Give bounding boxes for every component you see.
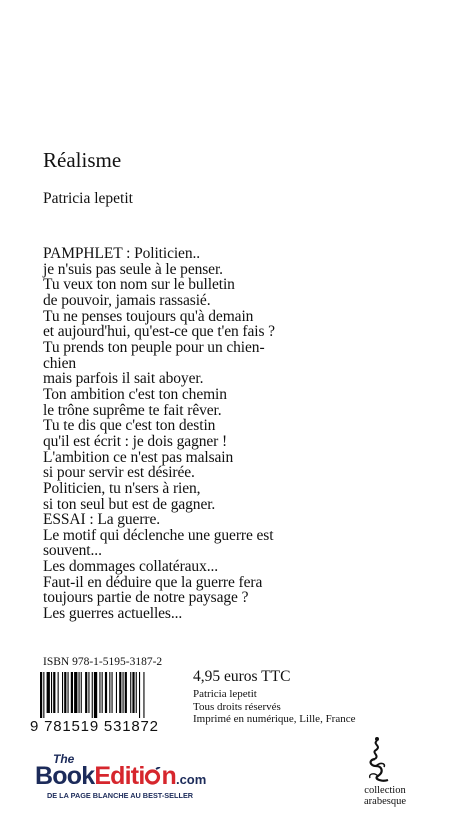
collection-line1: collection [364, 785, 406, 796]
price-label: 4,95 euros TTC [193, 668, 291, 685]
logo-tagline: DE LA PAGE BLANCHE AU BEST-SELLER [47, 791, 194, 800]
blurb-line: si ton seul but est de gagner. [43, 495, 216, 513]
blurb-line: si pour servir est désirée. [43, 464, 195, 482]
logo-the: The [53, 752, 75, 766]
blurb-line: mais parfois il sait aboyer. [43, 370, 204, 388]
logo-o-icon [144, 767, 161, 786]
blurb-line: Politicien, tu n'sers à rien, [43, 479, 201, 497]
blurb-line: Tu prends ton peuple pour un chien- [43, 338, 265, 356]
imprint-block [193, 688, 356, 726]
imprint-author: Patricia lepetit [193, 688, 257, 700]
blurb-text [43, 246, 448, 622]
book-title: Réalisme [43, 148, 122, 172]
collection-line2: arabesque [364, 796, 406, 807]
blurb-line: qu'il est écrit : je dois gagner ! [43, 432, 228, 450]
blurb-line: souvent... [43, 542, 102, 560]
book-author: Patricia lepetit [43, 190, 133, 207]
blurb-line: PAMPHLET : Politicien.. [43, 245, 201, 262]
blurb-line: Ton ambition c'est ton chemin [43, 385, 227, 403]
barcode-image [38, 672, 184, 718]
arabesque-ornament-icon [362, 736, 398, 784]
logo-edition: Editi [94, 762, 145, 790]
blurb-line: Tu ne penses toujours qu'à demain [43, 307, 254, 325]
blurb-line: le trône suprême te fait rêver. [43, 401, 222, 419]
blurb-line: je n'suis pas seule à le penser. [43, 260, 223, 278]
blurb-line: L'ambition ce n'est pas malsain [43, 448, 234, 466]
logo-book: Book [35, 762, 95, 790]
logo-com: .com [175, 772, 207, 787]
blurb-line: Tu veux ton nom sur le bulletin [43, 276, 235, 294]
isbn-label: ISBN 978-1-5195-3187-2 [43, 656, 163, 668]
blurb-line: Tu te dis que c'est ton destin [43, 417, 216, 435]
imprint-printing: Imprimé en numérique, Lille, France [193, 713, 356, 725]
logo-wordmark [35, 762, 206, 794]
blurb-line: toujours partie de notre paysage ? [43, 589, 249, 607]
blurb-line: ESSAI : La guerre. [43, 511, 161, 529]
blurb-line: Les guerres actuelles... [43, 605, 183, 623]
blurb-line: Faut-il en déduire que la guerre fera [43, 573, 263, 591]
collection-label [350, 785, 420, 807]
blurb-line: chien [43, 354, 77, 372]
imprint-rights: Tous droits réservés [193, 700, 281, 713]
barcode-digits: 9 781519 531872 [30, 718, 159, 735]
blurb-line: Les dommages collatéraux... [43, 558, 219, 576]
logo-edition-end: n [161, 762, 176, 790]
blurb-line: et aujourd'hui, qu'est-ce que t'en fais ? [43, 323, 275, 341]
blurb-line: Le motif qui déclenche une guerre est [43, 526, 274, 544]
blurb-line: de pouvoir, jamais rassasié. [43, 291, 211, 309]
